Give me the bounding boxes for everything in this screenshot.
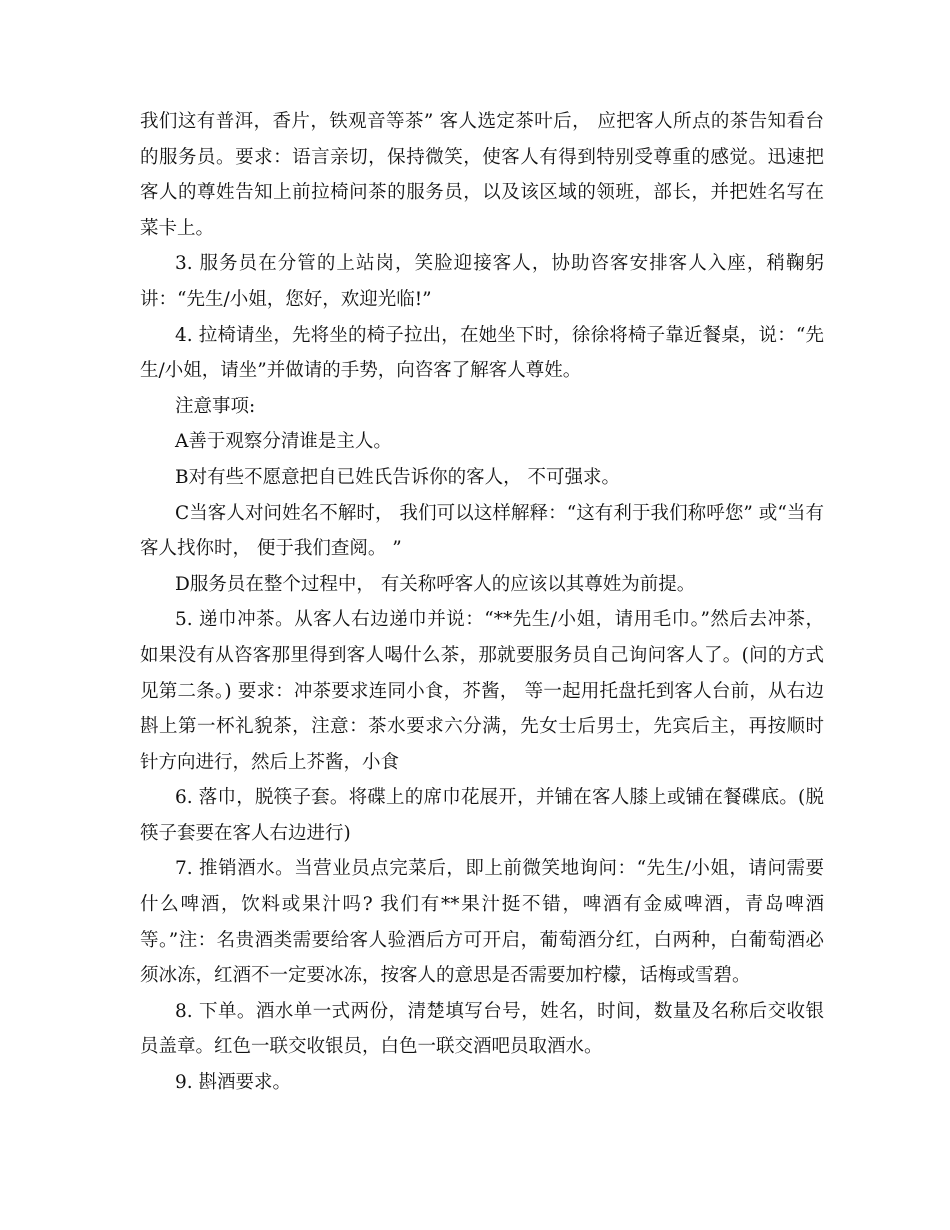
paragraph-step-7: 7. 推销酒水。当营业员点完菜后，即上前微笑地询问：“先生/小姐，请问需要什么啤酒，饮料或果汁吗? 我们有**果汁挺不错，啤酒有金威啤酒，青岛啤酒等。”注：名贵酒类需要给客人验酒后方可开启，葡萄酒分红，白两种，白葡萄酒必须冰冻，红酒不一定要冰冻，按客人的意思是否需要加柠檬，话梅或雪碧。 xyxy=(140,858,824,987)
paragraph-step-5: 5. 递巾冲茶。从客人右边递巾并说：“**先生/小姐，请用毛巾。”然后去冲茶，如果没有从咨客那里得到客人喝什么茶，那就要服务员自己询问客人了。(问的方式见第二条。) 要求：冲茶要求连同小食，芥酱， 等一起用托盘托到客人台前，从右边斟上第一杯礼貌茶，注意：茶水要求六分满，先女士后男士，先宾后主，再按顺时针方向进行，然后上芥酱，小食 xyxy=(140,609,824,773)
paragraph-note-b: B对有些不愿意把自已姓氏告诉你的客人， 不可强求。 xyxy=(175,466,620,488)
paragraph-step-6: 6. 落巾，脱筷子套。将碟上的席巾花展开，并铺在客人膝上或铺在餐碟底。(脱筷子套要在客人右边进行) xyxy=(140,787,824,844)
paragraph-step-9: 9. 斟酒要求。 xyxy=(175,1072,292,1094)
paragraph-tea-selection: 我们这有普洱，香片，铁观音等茶” 客人选定茶叶后， 应把客人所点的茶告知看台的服务员。要求：语言亲切，保持微笑，使客人有得到特别受尊重的感觉。迅速把客人的尊姓告知上前拉椅问茶的服务员，以及该区域的领班，部长，并把姓名写在菜卡上。 xyxy=(140,111,824,239)
paragraph-note-c: C当客人对问姓名不解时， 我们可以这样解释：“这有利于我们称呼您” 或“当有客人找你时， 便于我们查阅。 ” xyxy=(140,502,824,560)
paragraph-note-a: A善于观察分清谁是主人。 xyxy=(175,431,392,453)
paragraph-step-4: 4. 拉椅请坐，先将坐的椅子拉出，在她坐下时，徐徐将椅子靠近餐桌，说：“先生/小姐，请坐”并做请的手势，向咨客了解客人尊姓。 xyxy=(140,324,824,382)
paragraph-notes-heading: 注意事项: xyxy=(175,395,256,417)
paragraph-step-8: 8. 下单。酒水单一式两份，清楚填写台号，姓名，时间，数量及名称后交收银员盖章。红色一联交收银员，白色一联交酒吧员取酒水。 xyxy=(140,1000,824,1058)
paragraph-step-3: 3. 服务员在分管的上站岗，笑脸迎接客人，协助咨客安排客人入座，稍鞠躬讲：“先生/小姐，您好，欢迎光临!” xyxy=(140,253,824,310)
paragraph-note-d: D服务员在整个过程中， 有关称呼客人的应该以其尊姓为前提。 xyxy=(175,573,696,595)
